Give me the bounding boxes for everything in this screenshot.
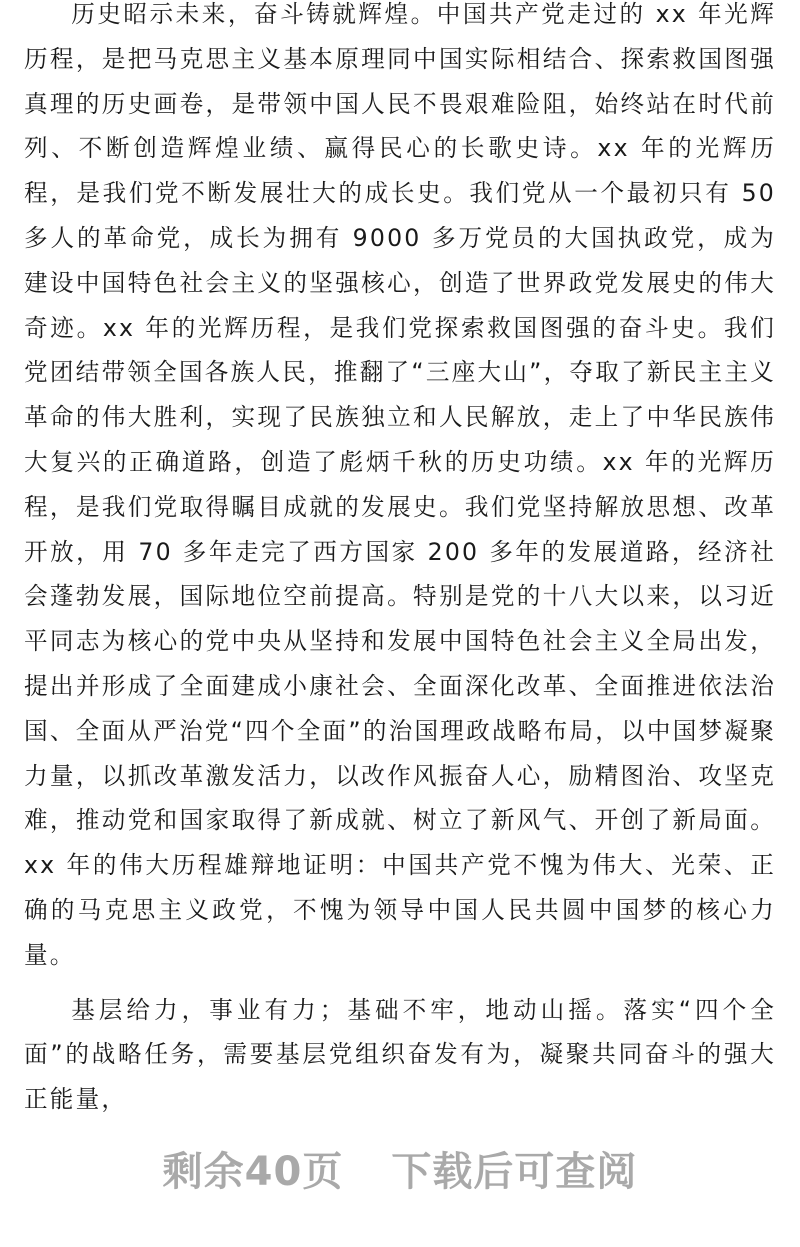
- download-prompt-banner[interactable]: [0, 1140, 800, 1197]
- remaining-pages-text: 剩余40页: [162, 1149, 344, 1195]
- download-hint-text: 下载后可查阅: [391, 1149, 638, 1195]
- paragraph-1: 历史昭示未来，奋斗铸就辉煌。中国共产党走过的 xx 年光辉历程，是把马克思主义基本原理同中国实际相结合、探索救国图强真理的历史画卷，是带领中国人民不畏艰难险阻，始终站在时代前列、不断创造辉煌业绩、赢得民心的长歌史诗。xx 年的光辉历程，是我们党不断发展壮大的成长史。我们党从一个最初只有 50 多人的革命党，成长为拥有 9000 多万党员的大国执政党，成为建设中国特色社会主义的坚强核心，创造了世界政党发展史的伟大奇迹。xx 年的光辉历程，是我们党探索救国图强的奋斗史。我们党团结带领全国各族人民，推翻了“三座大山”，夺取了新民主主义革命的伟大胜利，实现了民族独立和人民解放，走上了中华民族伟大复兴的正确道路，创造了彪炳千秋的历史功绩。xx 年的光辉历程，是我们党取得瞩目成就的发展史。我们党坚持解放思想、改革开放，用 70 多年走完了西方国家 200 多年的发展道路，经济社会蓬勃发展，国际地位空前提高。特别是党的十八大以来，以习近平同志为核心的党中央从坚持和发展中国特色社会主义全局出发，提出并形成了全面建成小康社会、全面深化改革、全面推进依法治国、全面从严治党“四个全面”的治国理政战略布局，以中国梦凝聚力量，以抓改革激发活力，以改作风振奋人心，励精图治、攻坚克难，推动党和国家取得了新成就、树立了新风气、开创了新局面。xx 年的伟大历程雄辩地证明：中国共产党不愧为伟大、光荣、正确的马克思主义政党，不愧为领导中国人民共圆中国梦的核心力量。: [24, 0, 776, 969]
- document-body: [24, 0, 776, 1120]
- paragraph-2: 基层给力，事业有力；基础不牢，地动山摇。落实“四个全面”的战略任务，需要基层党组织奋发有为，凝聚共同奋斗的强大正能量，: [24, 995, 776, 1114]
